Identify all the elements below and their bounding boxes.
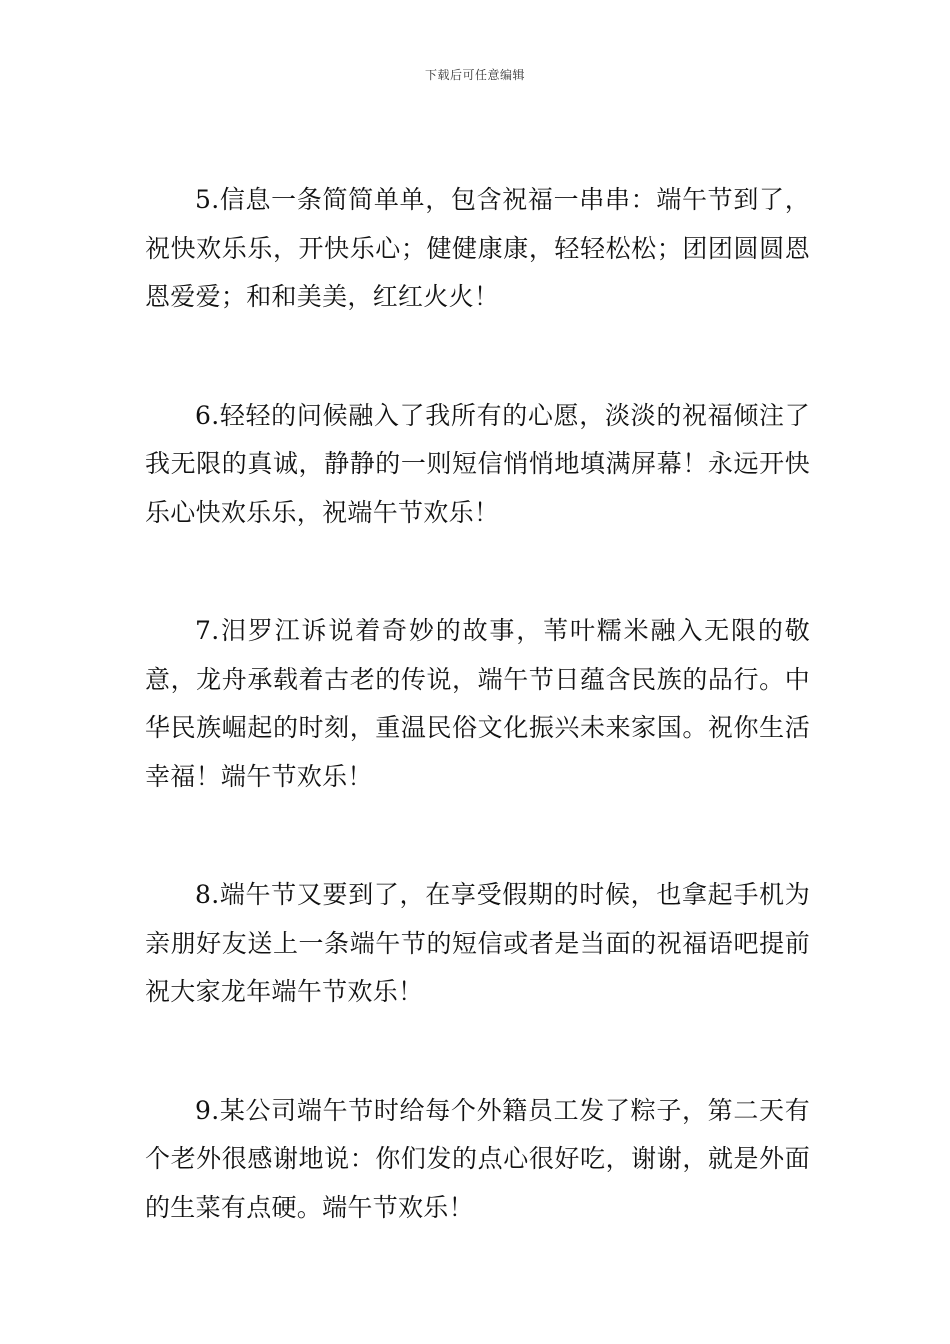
paragraph-6: 6.轻轻的问候融入了我所有的心愿，淡淡的祝福倾注了我无限的真诚，静静的一则短信悄悄地填满屏幕！永远开快乐心快欢乐乐，祝端午节欢乐！ — [145, 400, 810, 527]
document-body — [145, 176, 810, 1302]
paragraph-5: 5.信息一条简简单单，包含祝福一串串：端午节到了，祝快欢乐乐，开快乐心；健健康康，轻轻松松；团团圆圆恩恩爱爱；和和美美，红红火火！ — [145, 185, 810, 311]
paragraph-7: 7.汨罗江诉说着奇妙的故事，苇叶糯米融入无限的敬意，龙舟承载着古老的传说，端午节日蕴含民族的品行。中华民族崛起的时刻，重温民俗文化振兴未来家国。祝你生活幸福！端午节欢乐！ — [145, 616, 810, 791]
paragraph-9: 9.某公司端午节时给每个外籍员工发了粽子，第二天有个老外很感谢地说：你们发的点心很好吃，谢谢，就是外面的生菜有点硬。端午节欢乐！ — [145, 1095, 810, 1222]
page-header: 下载后可任意编辑 — [424, 68, 525, 82]
paragraph-8: 8.端午节又要到了，在享受假期的时候，也拿起手机为亲朋好友送上一条端午节的短信或者是当面的祝福语吧提前祝大家龙年端午节欢乐！ — [145, 880, 810, 1006]
